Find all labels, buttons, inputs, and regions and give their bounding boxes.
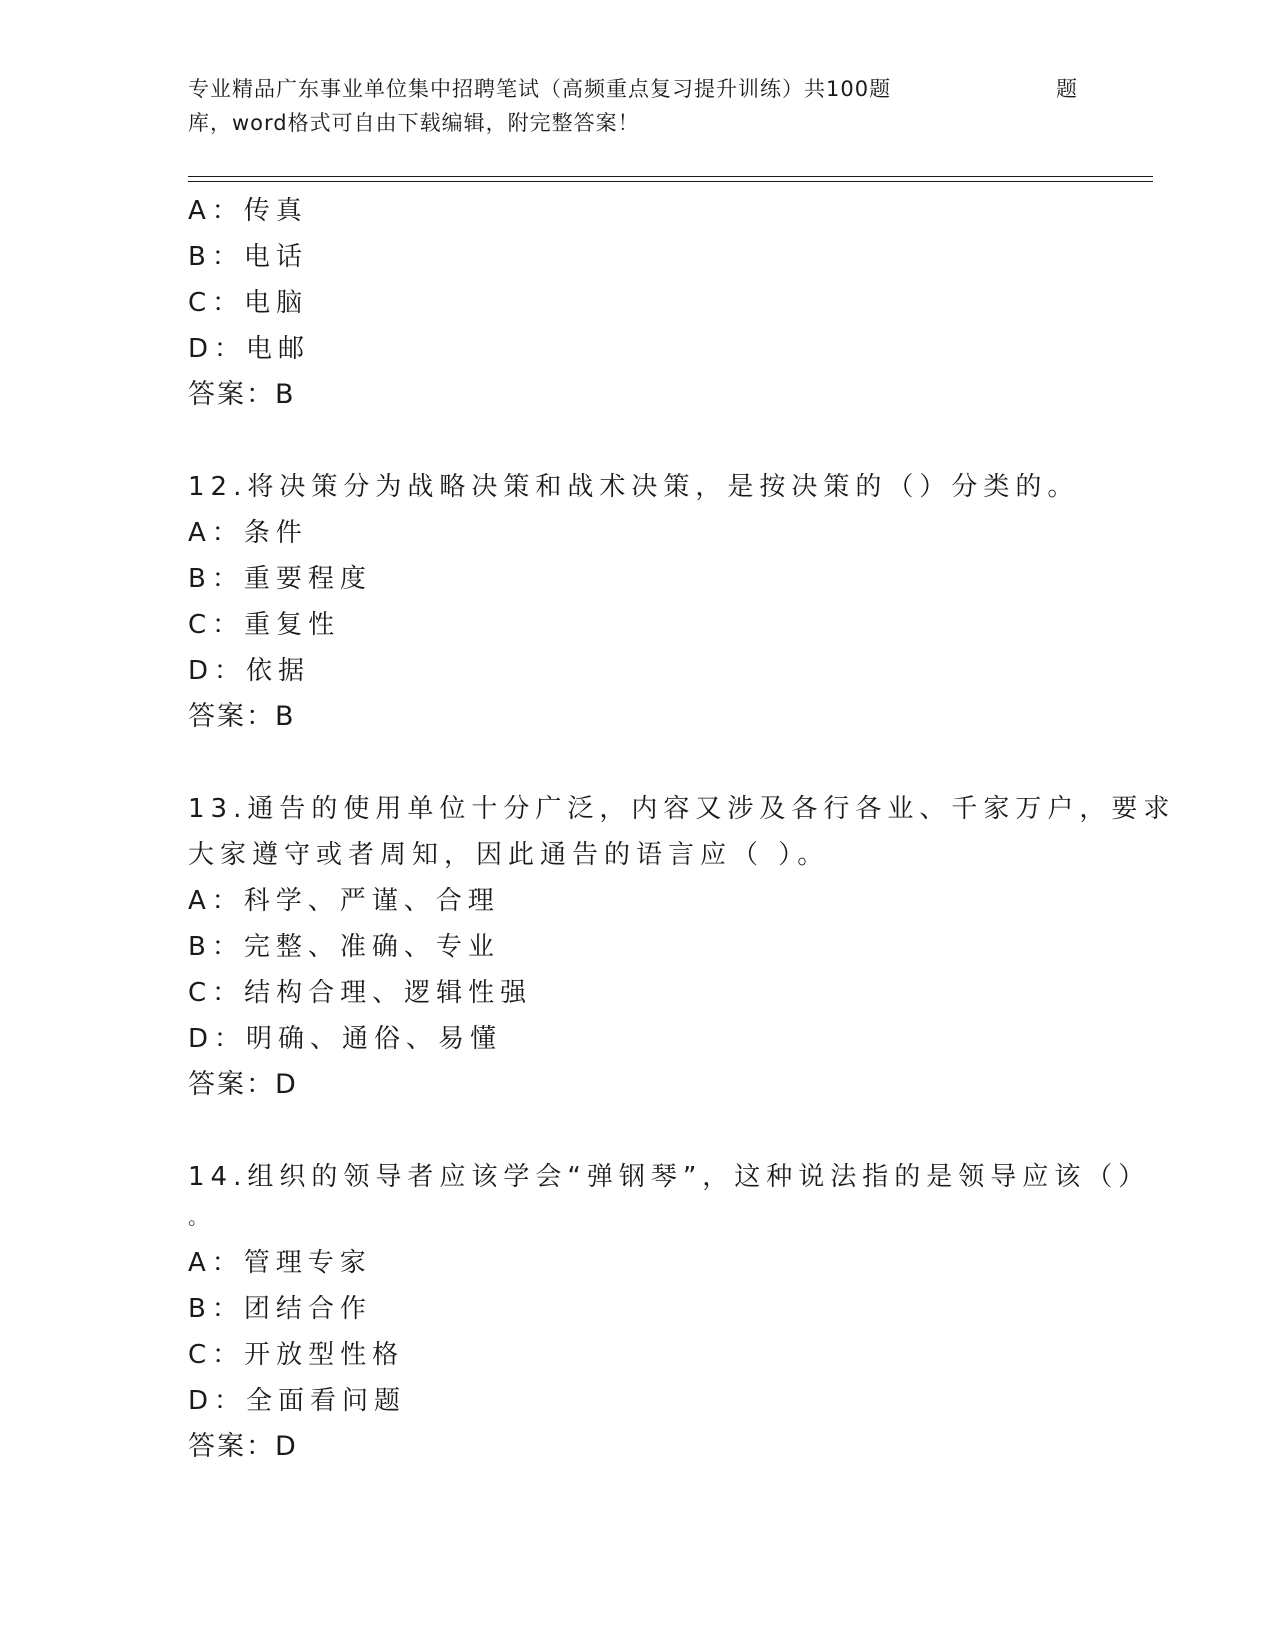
question-block [188,464,1088,740]
option-c: C：结构合理、逻辑性强 [188,978,533,1008]
question-block [188,786,1176,1108]
spacer [188,1108,1088,1154]
header-title-wrap: 题 [1056,77,1078,101]
question-block [188,1154,1151,1470]
document-header [188,72,1088,140]
option-c: C：重复性 [188,610,341,640]
option-c: C：电脑 [188,288,309,318]
option-b: B：电话 [188,242,308,272]
question-stem: 12.将决策分为战略决策和战术决策，是按决策的（）分类的。 [188,472,1080,502]
answer-line: 答案：D [188,1431,298,1462]
header-line-1 [188,72,1088,106]
option-b: B：团结合作 [188,1294,372,1324]
question-stem: 14.组织的领导者应该学会“弹钢琴”，这种说法指的是领导应该（） [188,1162,1151,1192]
option-c: C：开放型性格 [188,1340,405,1370]
spacer [188,418,1088,464]
option-d: D：依据 [188,656,311,686]
option-a: A：条件 [188,518,308,548]
spacer [188,740,1088,786]
option-a: A：科学、严谨、合理 [188,886,500,916]
option-a: A：传真 [188,196,308,226]
question-stem-line-2: 大家遵守或者周知，因此通告的语言应（ ）。 [188,840,830,870]
question-list [188,188,1176,1470]
header-divider-top [188,176,1153,177]
header-divider-bottom [188,181,1153,182]
question-block [188,188,1088,418]
answer-line: 答案：D [188,1069,298,1100]
answer-line: 答案：B [188,379,296,410]
answer-line: 答案：B [188,701,296,732]
header-line-2: 库，word格式可自由下载编辑，附完整答案！ [188,111,640,135]
option-a: A：管理专家 [188,1248,372,1278]
option-d: D：电邮 [188,334,311,364]
option-b: B：完整、准确、专业 [188,932,500,962]
option-b: B：重要程度 [188,564,372,594]
question-stem-tail: 。 [188,1205,214,1229]
question-stem-line-1: 13.通告的使用单位十分广泛，内容又涉及各行各业、千家万户，要求 [188,794,1176,824]
header-title: 专业精品广东事业单位集中招聘笔试（高频重点复习提升训练）共100题 [188,77,892,101]
option-d: D：全面看问题 [188,1386,407,1416]
option-d: D：明确、通俗、易懂 [188,1024,503,1054]
